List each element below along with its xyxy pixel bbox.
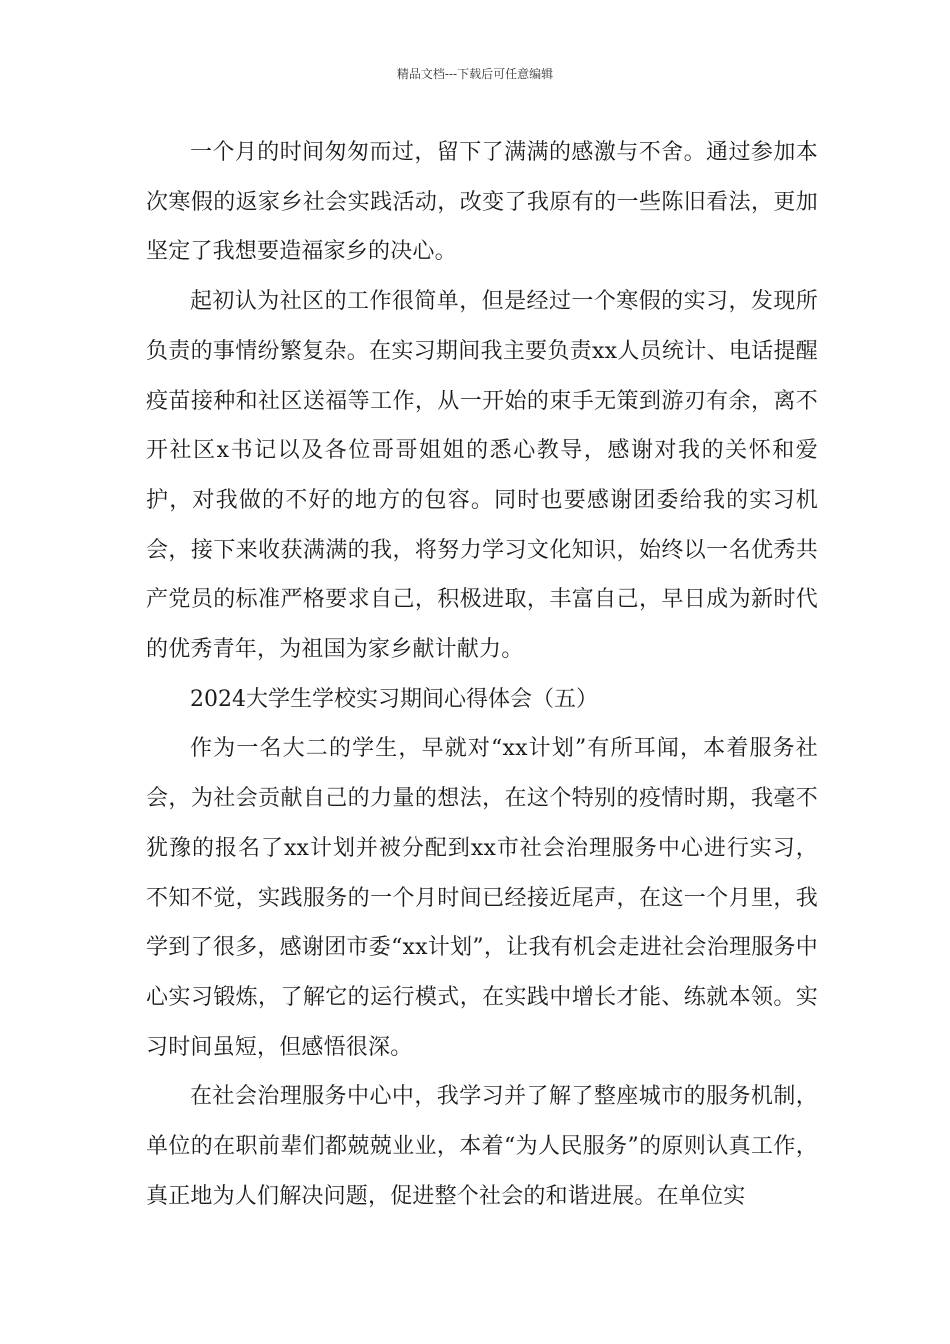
document-body	[146, 128, 818, 1221]
page-header: 精品文档---下载后可任意编辑	[396, 67, 554, 81]
paragraph: 一个月的时间匆匆而过，留下了满满的感激与不舍。通过参加本次寒假的返家乡社会实践活动，改变了我原有的一些陈旧看法，更加坚定了我想要造福家乡的决心。	[146, 140, 818, 265]
paragraph: 起初认为社区的工作很简单，但是经过一个寒假的实习，发现所负责的事情纷繁复杂。在实习期间我主要负责xx人员统计、电话提醒疫苗接种和社区送福等工作，从一开始的束手无策到游刃有余，离不开社区x书记以及各位哥哥姐姐的悉心教导，感谢对我的关怀和爱护，对我做的不好的地方的包容。同时也要感谢团委给我的实习机会，接下来收获满满的我，将努力学习文化知识，始终以一名优秀共产党员的标准严格要求自己，积极进取，丰富自己，早日成为新时代的优秀青年，为祖国为家乡献计献力。	[146, 289, 818, 663]
section-heading: 2024大学生学校实习期间心得体会（五）	[190, 686, 598, 712]
paragraph: 在社会治理服务中心中，我学习并了解了整座城市的服务机制，单位的在职前辈们都兢兢业业，本着“为人民服务”的原则认真工作，真正地为人们解决问题，促进整个社会的和谐进展。在单位实	[146, 1084, 818, 1209]
paragraph: 作为一名大二的学生，早就对“xx计划”有所耳闻，本着服务社会，为社会贡献自己的力量的想法，在这个特别的疫情时期，我毫不犹豫的报名了xx计划并被分配到xx市社会治理服务中心进行实习，不知不觉，实践服务的一个月时间已经接近尾声，在这一个月里，我学到了很多，感谢团市委“xx计划”，让我有机会走进社会治理服务中心实习锻炼，了解它的运行模式，在实践中增长才能、练就本领。实习时间虽短，但感悟很深。	[146, 736, 818, 1060]
